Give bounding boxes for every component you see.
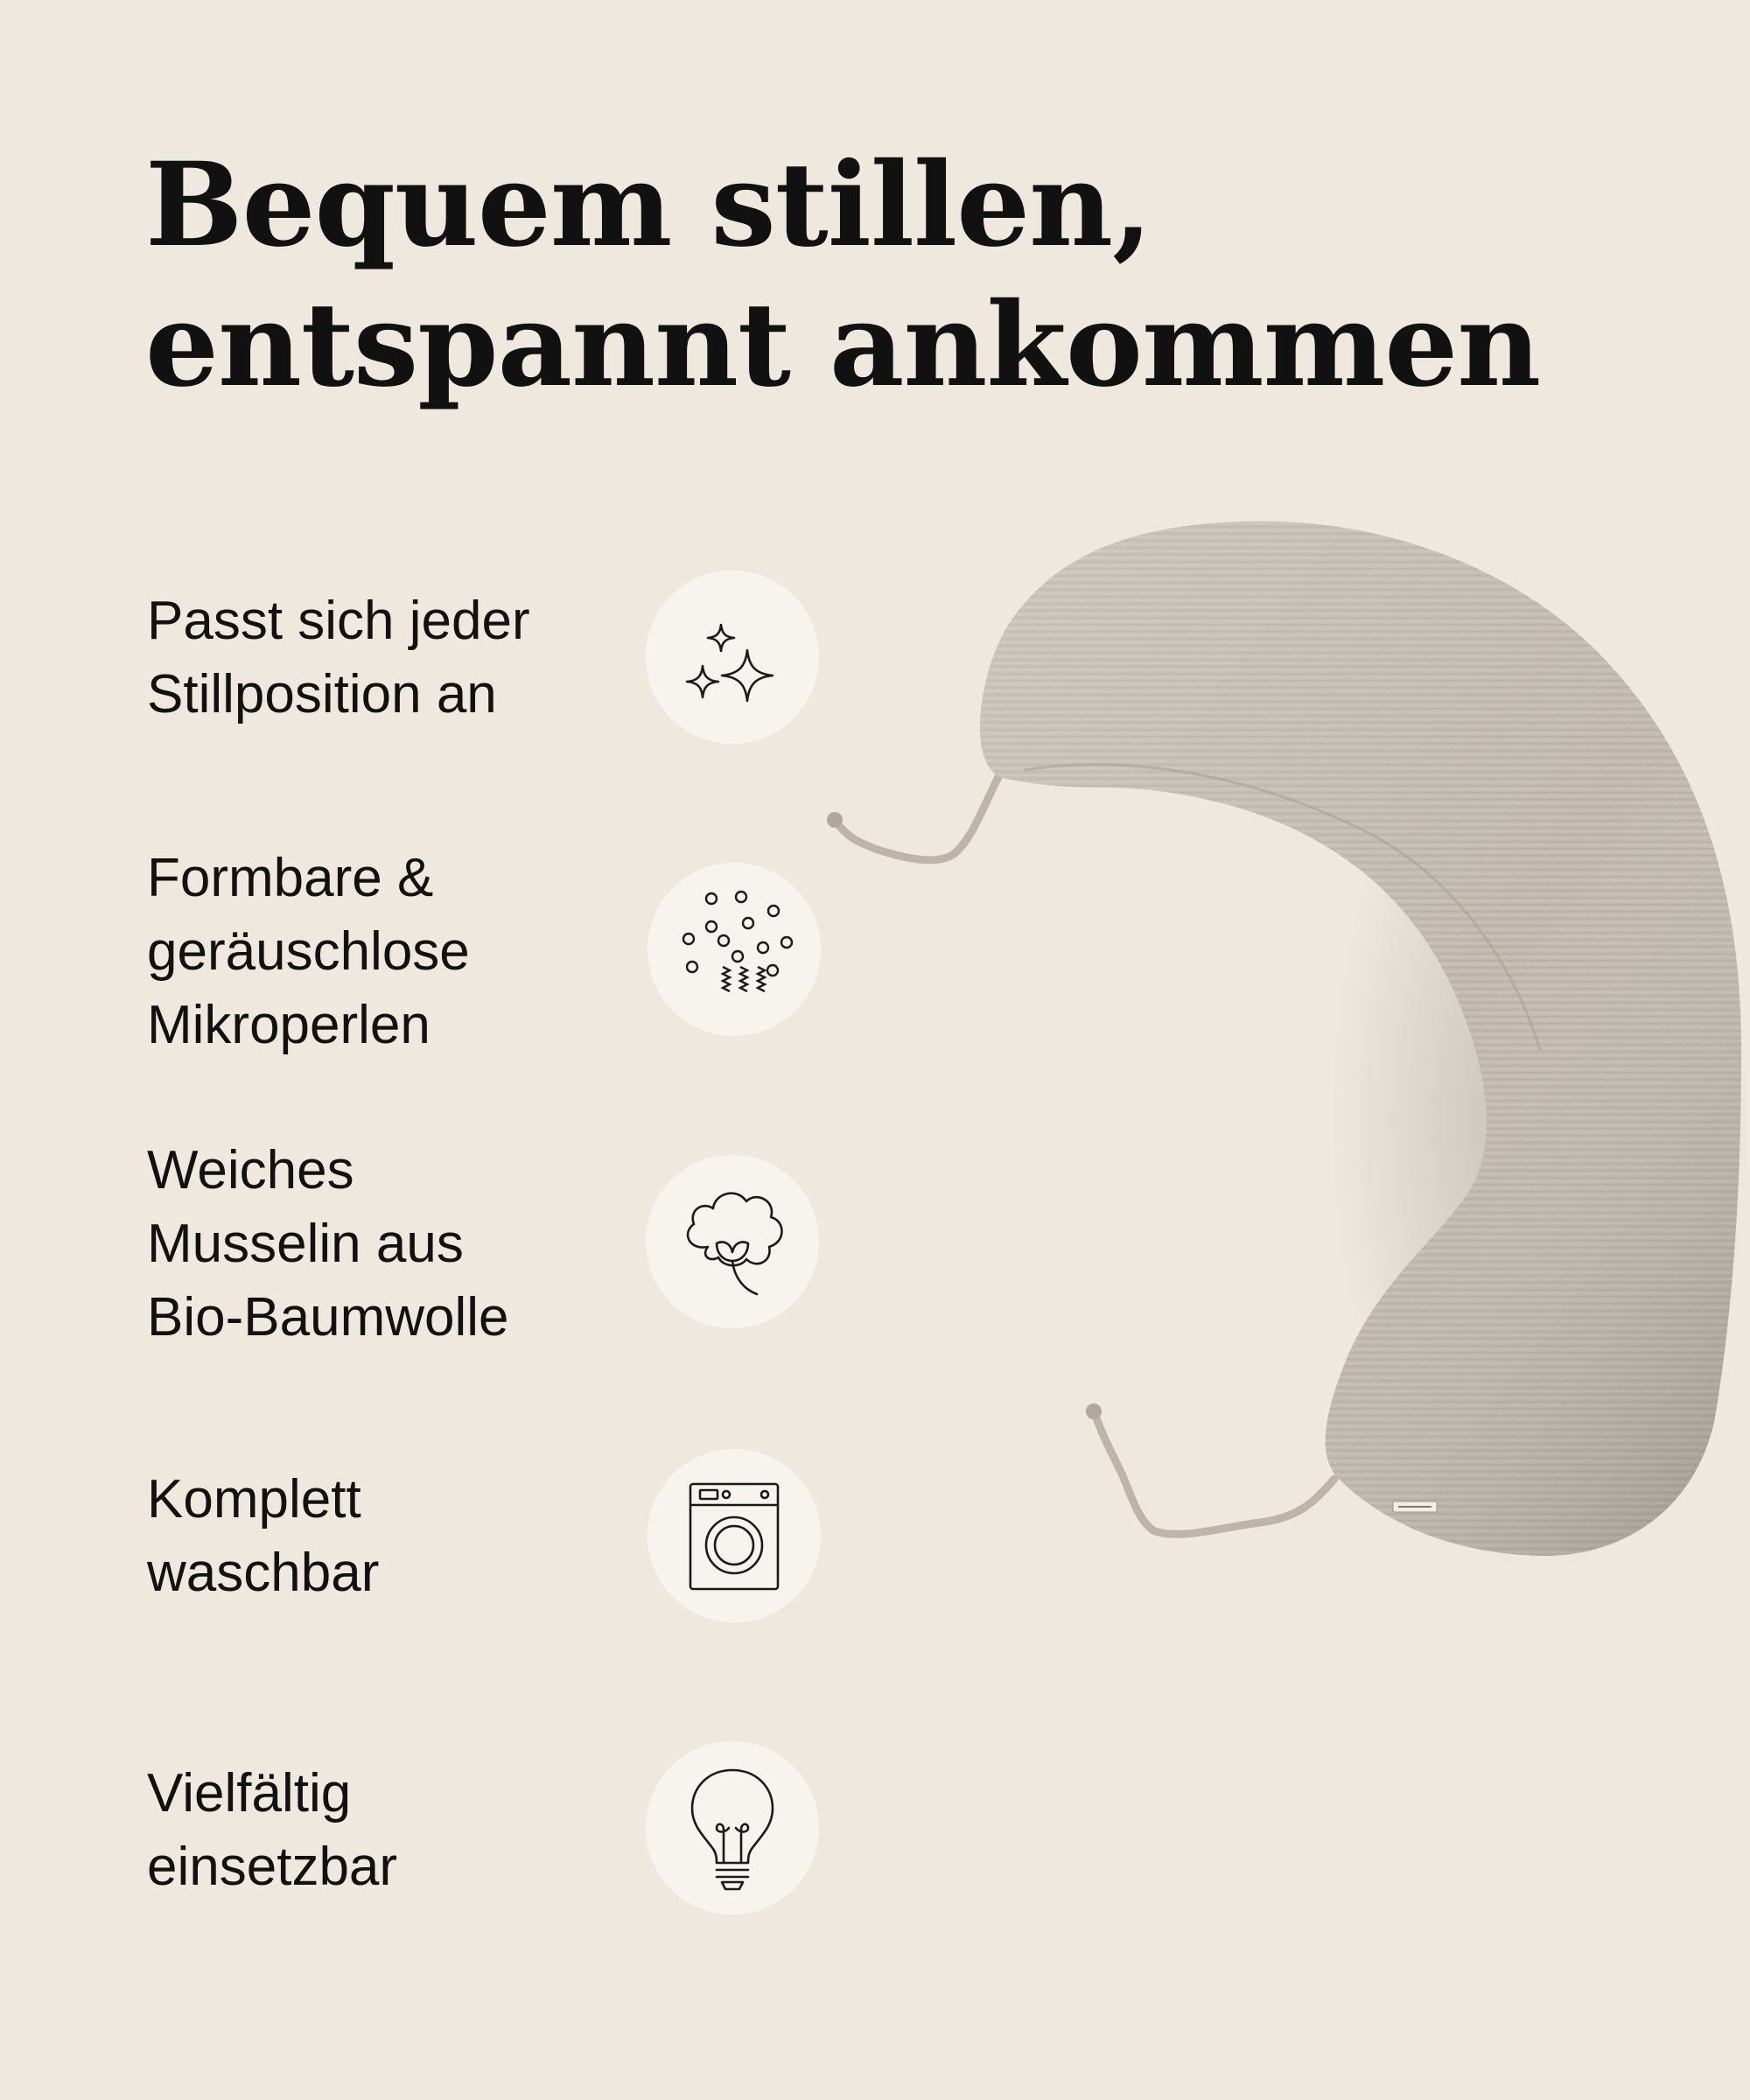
headline: [145, 136, 1540, 416]
nursing-pillow-image: [770, 490, 1750, 1592]
feature-label-microbeads: Formbare & geräuschlose Mikroperlen: [147, 848, 470, 1055]
feature-label-muslin: Weiches Musselin aus Bio-Baumwolle: [147, 1140, 509, 1348]
feature-label-adaptable: Passt sich jeder Stillposition an: [147, 591, 530, 724]
feature-label-washable: Komplett waschbar: [147, 1469, 380, 1603]
headline-line-1: Bequem stillen,: [145, 137, 1152, 273]
feature-label-versatile: Vielfältig einsetzbar: [147, 1763, 398, 1897]
headline-line-2: entspannt ankommen: [145, 277, 1541, 413]
lightbulb-icon: [671, 1758, 794, 1898]
feature-icon-circle-versatile: [646, 1741, 819, 1914]
